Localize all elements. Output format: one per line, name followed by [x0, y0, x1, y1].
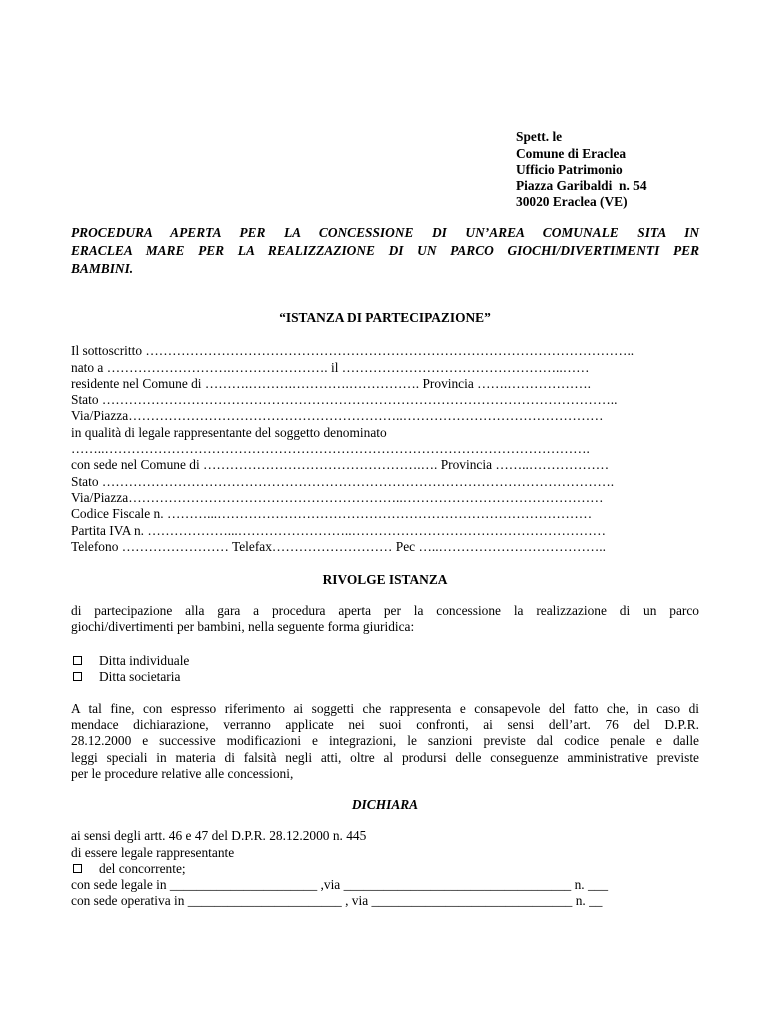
field-residente[interactable]: residente nel Comune di ……….……….………….……………. Provincia …….……………….	[71, 376, 591, 391]
field-partita-iva[interactable]: Partita IVA n. ………………...……………………..…………………………………………………	[71, 523, 607, 538]
paragraph-line: 28.12.2000 e successive modificazioni e integrazioni, le sanzioni previste dal codice penale e dalle	[71, 733, 699, 749]
paragraph-line: di partecipazione alla gara a procedura aperta per la concessione la realizzazione di un parco	[71, 603, 699, 618]
procedure-line: ERACLEA MARE PER LA REALIZZAZIONE DI UN PARCO GIOCHI/DIVERTIMENTI PER	[71, 243, 699, 258]
dichiara-line: ai sensi degli artt. 46 e 47 del D.P.R. 28.12.2000 n. 445	[71, 828, 367, 843]
procedure-title	[71, 224, 699, 278]
recipient-line: 30020 Eraclea (VE)	[516, 194, 628, 209]
procedure-line: BAMBINI.	[71, 261, 134, 276]
recipient-line: Piazza Garibaldi n. 54	[516, 178, 647, 193]
recipient-line: Ufficio Patrimonio	[516, 162, 623, 177]
option-label: Ditta societaria	[99, 669, 181, 684]
field-qualita-label: in qualità di legale rappresentante del soggetto denominato	[71, 425, 387, 440]
field-codice-fiscale[interactable]: Codice Fiscale n. ………...…………………………………………………………………………	[71, 506, 593, 521]
field-sede-comune[interactable]: con sede nel Comune di ………………………………………….…. Provincia ……..………………	[71, 457, 610, 472]
procedure-line: PROCEDURA APERTA PER LA CONCESSIONE DI UN’AREA COMUNALE SITA IN	[71, 225, 699, 240]
field-via-sede[interactable]: Via/Piazza……………………………………………………..………………………………………	[71, 490, 604, 505]
paragraph-line: leggi speciali in materia di falsità negli atti, oltre al prodursi delle conseguenze amministrative previste	[71, 749, 699, 765]
checkbox-ditta-individuale[interactable]	[73, 656, 82, 665]
field-via[interactable]: Via/Piazza……………………………………………………..………………………………………	[71, 408, 604, 423]
field-stato-sede[interactable]: Stato …………………………………………………………………………………………………….	[71, 474, 615, 489]
dichiara-line: di essere legale rappresentante	[71, 845, 235, 860]
checkbox-ditta-societaria[interactable]	[73, 672, 82, 681]
recipient-line: Comune di Eraclea	[516, 146, 627, 161]
dichiara-line: del concorrente;	[99, 861, 186, 876]
paragraph-line: A tal fine, con espresso riferimento ai soggetti che rappresenta e consapevole del fatto che, in caso di	[71, 701, 699, 716]
field-sottoscritto[interactable]: Il sottoscritto ………………………………………………………………………………………………..	[71, 343, 635, 358]
document-title: “ISTANZA DI PARTECIPAZIONE”	[279, 310, 491, 325]
field-stato[interactable]: Stato ……………………………………………………………………………………………………..	[71, 392, 618, 407]
rivolge-heading: RIVOLGE ISTANZA	[322, 572, 448, 587]
field-contatti[interactable]: Telefono …………………… Telefax……………………… Pec …..………………………………..	[71, 539, 606, 554]
dichiara-heading: DICHIARA	[351, 797, 419, 812]
checkbox-concorrente[interactable]	[73, 864, 82, 873]
field-sede-legale[interactable]: con sede legale in ______________________ ,via __________________________________ n. ___	[71, 877, 609, 892]
paragraph-line: giochi/divertimenti per bambini, nella seguente forma giuridica:	[71, 619, 415, 635]
field-nato[interactable]: nato a ……………………….…………………. il …………………………………………..……	[71, 360, 590, 375]
field-sede-operativa[interactable]: con sede operativa in _______________________ , via ______________________________ n. __	[71, 893, 603, 908]
field-denominato[interactable]: ……..……………………………………………………………………………………………….	[71, 441, 590, 456]
paragraph-line: per le procedure relative alle concessioni,	[71, 765, 294, 781]
recipient-line: Spett. le	[516, 129, 563, 144]
paragraph-line: mendace dichiarazione, verranno applicate nei suoi confronti, ai sensi dell’art. 76 del D.P.R.	[71, 717, 699, 733]
rivolge-paragraph	[71, 603, 699, 635]
option-label: Ditta individuale	[99, 653, 190, 668]
tal-fine-paragraph	[71, 701, 699, 782]
